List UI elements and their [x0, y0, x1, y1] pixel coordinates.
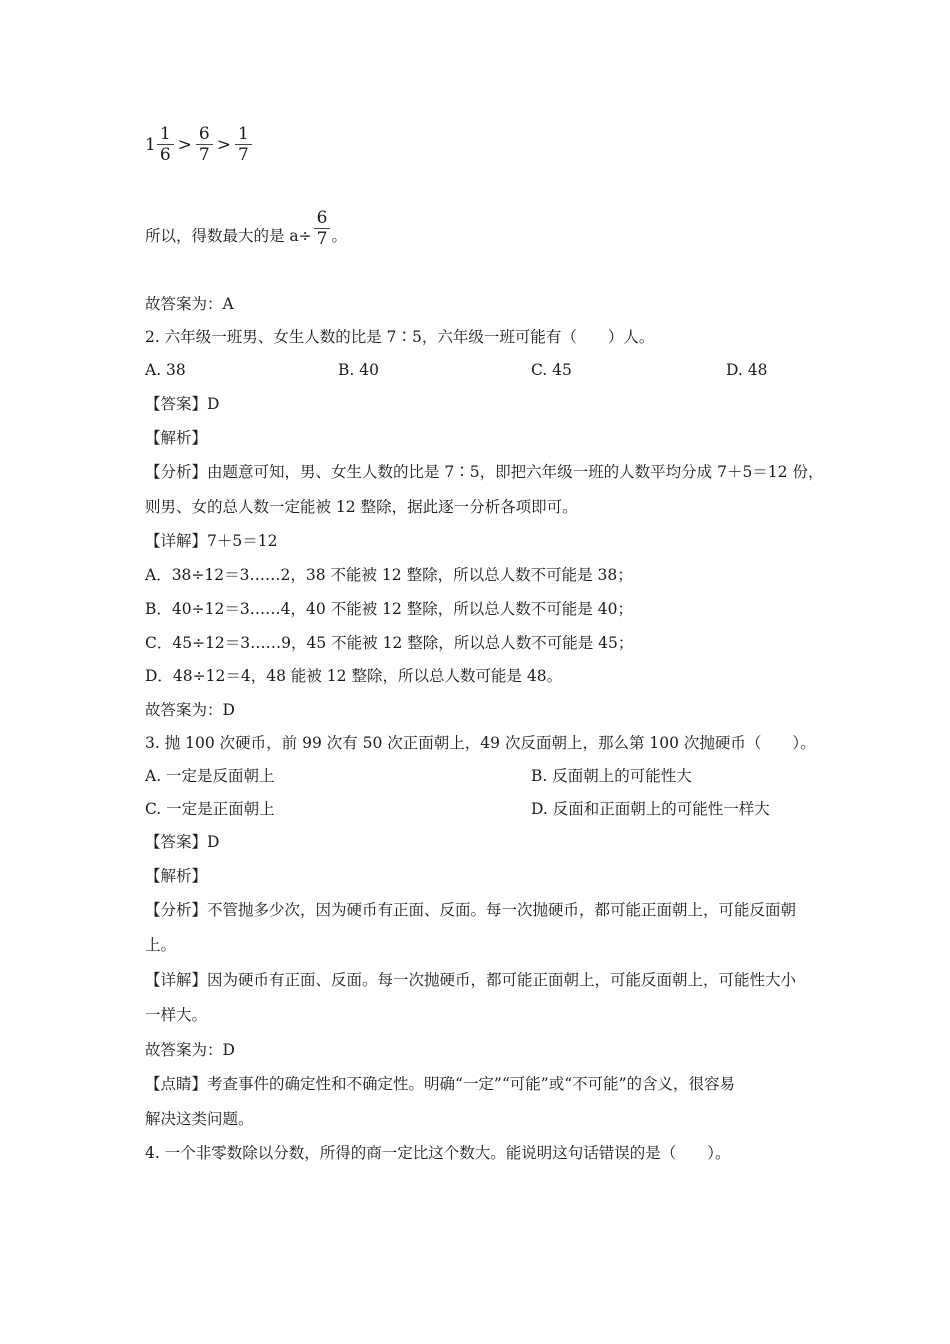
q3-fenxi-line-1: 【分析】不管抛多少次，因为硬币有正面、反面。每一次抛硬币，都可能正面朝上，可能反面朝 [145, 901, 797, 919]
q2-fenxi-line-1: 【分析】由题意可知，男、女生人数的比是 7∶5，即把六年级一班的人数平均分成 7＋5＝12 份， [145, 463, 824, 481]
q3-dianjing-line-2: 解决这类问题。 [145, 1110, 254, 1128]
q3-analysis-heading: 【解析】 [145, 867, 208, 885]
q3-fenxi-line-2: 上。 [145, 936, 177, 954]
q3-xiangjie-line-2: 一样大。 [145, 1006, 208, 1024]
fraction-six-sevenths: $\frac{6}{7}$ [314, 208, 331, 249]
q2-option-a: A. 38 [145, 361, 186, 379]
question-2-stem: 2. 六年级一班男、女生人数的比是 7∶5，六年级一班可能有（ ）人。 [145, 328, 655, 346]
q2-final-answer: 故答案为：D [145, 701, 235, 719]
mixed-whole: 1 [145, 134, 156, 155]
q3-option-c: C. 一定是正面朝上 [145, 800, 275, 818]
q2-fenxi-line-2: 则男、女的总人数一定能被 12 整除，据此逐一分析各项即可。 [145, 498, 578, 516]
q2-detail-d: D．48÷12＝4，48 能被 12 整除，所以总人数可能是 48。 [145, 667, 563, 685]
greater-than: > [177, 134, 192, 155]
q3-answer: 【答案】D [145, 833, 220, 851]
fraction-six-sevenths: $\frac{6}{7}$ [196, 124, 213, 165]
q2-detail-a: A．38÷12＝3……2，38 不能被 12 整除，所以总人数不可能是 38； [145, 566, 633, 584]
question-4-stem: 4. 一个非零数除以分数，所得的商一定比这个数大。能说明这句话错误的是（ ）。 [145, 1144, 731, 1162]
q3-option-d: D. 反面和正面朝上的可能性一样大 [531, 800, 770, 818]
q2-analysis-heading: 【解析】 [145, 429, 208, 447]
q2-option-d: D. 48 [726, 361, 768, 379]
q3-option-a: A. 一定是反面朝上 [145, 767, 275, 785]
q2-xiangjie: 【详解】7＋5＝12 [145, 532, 278, 550]
question-3-stem: 3. 抛 100 次硬币，前 99 次有 50 次正面朝上，49 次反面朝上，那么第 100 次抛硬币（ ）。 [145, 734, 816, 752]
fraction-one-sixth: $\frac{1}{6}$ [157, 124, 174, 165]
q2-option-c: C. 45 [531, 361, 572, 379]
q3-dianjing-line-1: 【点睛】考查事件的确定性和不确定性。明确“一定”“可能”或“不可能”的含义，很容易 [145, 1075, 736, 1093]
q3-final-answer: 故答案为：D [145, 1041, 235, 1059]
answer-line: 故答案为：A [145, 295, 234, 313]
q2-option-b: B. 40 [338, 361, 379, 379]
q3-option-b: B. 反面朝上的可能性大 [531, 767, 692, 785]
q3-xiangjie-line-1: 【详解】因为硬币有正面、反面。每一次抛硬币，都可能正面朝上，可能反面朝上，可能性大小 [145, 971, 797, 989]
fraction-comparison [145, 124, 253, 165]
fraction-one-seventh: $\frac{1}{7}$ [235, 124, 252, 165]
greater-than: > [216, 134, 231, 155]
q2-answer: 【答案】D [145, 395, 220, 413]
q2-detail-c: C．45÷12＝3……9，45 不能被 12 整除，所以总人数不可能是 45； [145, 634, 634, 652]
conclusion-line: 所以，得数最大的是 a÷ $\frac{6}{7}$ 。 [145, 208, 347, 249]
q2-detail-b: B．40÷12＝3……4，40 不能被 12 整除，所以总人数不可能是 40； [145, 600, 633, 618]
